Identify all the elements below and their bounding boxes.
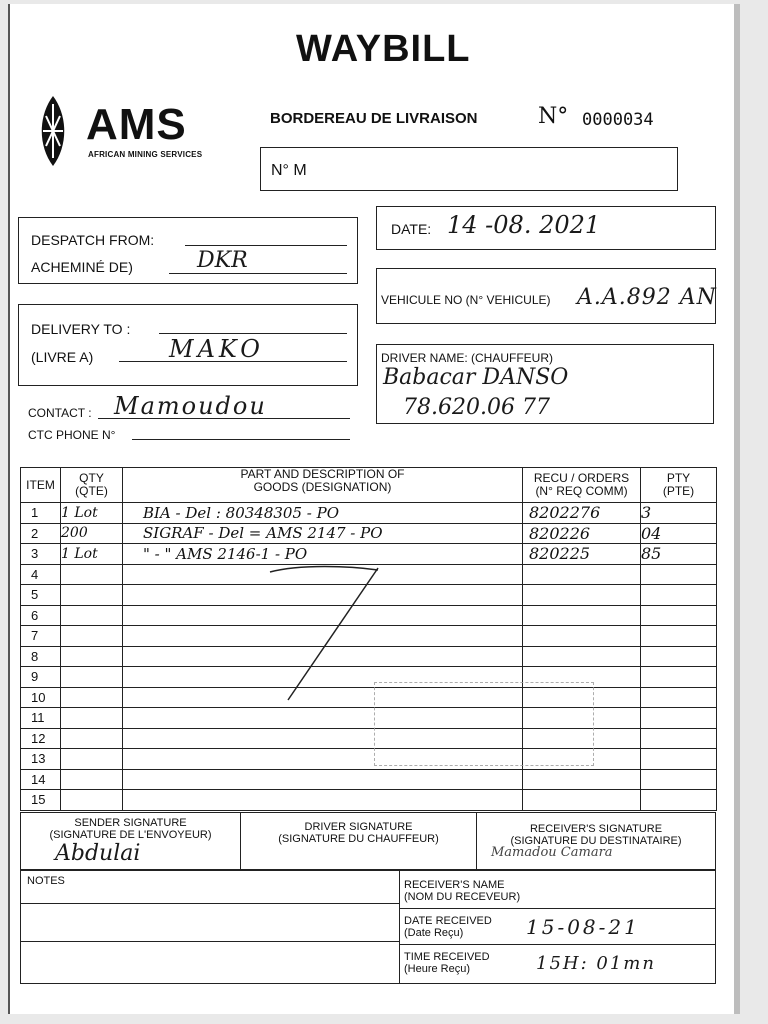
contact-label: CONTACT : (28, 406, 92, 420)
recu-cell-text (523, 770, 529, 789)
qty-cell (61, 687, 123, 708)
ctc-phone-label: CTC PHONE N° (28, 428, 116, 442)
item-cell: 11 (21, 708, 61, 729)
pty-cell (641, 708, 717, 729)
pty-cell (641, 790, 717, 811)
recu-cell-text (523, 790, 529, 809)
pty-cell (641, 667, 717, 688)
qty-cell (61, 728, 123, 749)
pty-cell (641, 564, 717, 585)
date-received-label: DATE RECEIVED (404, 915, 492, 927)
pty-cell (641, 585, 717, 606)
driver-name-value: Babacar DANSO (383, 365, 569, 390)
qty-cell (61, 626, 123, 647)
description-cell-text (123, 709, 143, 727)
qty-cell-text: 1 Lot (61, 504, 98, 521)
description-cell-text (123, 586, 143, 604)
bordereau-label: BORDEREAU DE LIVRAISON (270, 110, 478, 127)
table-row (21, 523, 717, 544)
pty-cell (641, 626, 717, 647)
date-value: 14 -08. 2021 (447, 211, 601, 239)
qty-cell (61, 646, 123, 667)
item-cell: 8 (21, 646, 61, 667)
qty-cell-text: 1 Lot (61, 545, 98, 562)
time-received-value: 15H: 01mn (536, 953, 656, 974)
recu-cell (523, 523, 641, 544)
pty-cell (641, 728, 717, 749)
table-row (21, 749, 717, 770)
qty-cell (61, 503, 123, 524)
nm-box (260, 147, 678, 191)
table-row (21, 790, 717, 811)
description-cell-text (123, 750, 143, 768)
table-row (21, 728, 717, 749)
notes-label: NOTES (27, 875, 65, 887)
item-cell: 5 (21, 585, 61, 606)
qty-cell (61, 769, 123, 790)
description-cell (123, 544, 523, 565)
receiver-name-label-fr: (NOM DU RECEVEUR) (404, 891, 521, 903)
item-cell: 6 (21, 605, 61, 626)
item-cell: 12 (21, 728, 61, 749)
recu-cell (523, 790, 641, 811)
pty-cell-text: 3 (641, 503, 652, 523)
livre-a-label: (LIVRE A) (31, 349, 94, 365)
signature-row (20, 812, 716, 870)
qty-cell-text: 200 (61, 525, 88, 542)
description-cell-text: BIA - Del : 80348305 - PO (143, 503, 340, 522)
time-received-label: TIME RECEIVED (404, 951, 490, 963)
contact-value: Mamoudou (114, 392, 267, 420)
description-cell-text (123, 647, 143, 665)
col-recu: RECU / ORDERS (N° REQ COMM) (523, 468, 641, 503)
recu-cell (523, 544, 641, 565)
sender-signature: Abdulai (55, 841, 141, 866)
pty-cell (641, 749, 717, 770)
pty-cell (641, 687, 717, 708)
description-cell-text (123, 606, 143, 624)
pty-cell (641, 523, 717, 544)
description-cell (123, 790, 523, 811)
table-row (21, 769, 717, 790)
logo-subtitle: AFRICAN MINING SERVICES (88, 150, 203, 159)
qty-cell (61, 523, 123, 544)
achemine-de-label: ACHEMINÉ DE) (31, 259, 133, 275)
description-cell-text (123, 565, 143, 583)
qty-cell (61, 790, 123, 811)
table-row (21, 708, 717, 729)
description-cell-text: " - " AMS 2146-1 - PO (143, 544, 308, 563)
recu-cell-text: 8202276 (529, 503, 601, 523)
recu-cell (523, 605, 641, 626)
waybill-page (8, 4, 734, 1014)
driver-phone-value: 78.620.06 77 (403, 395, 550, 420)
description-cell-text: SIGRAF - Del = AMS 2147 - PO (143, 524, 383, 543)
driver-signature-label: DRIVER SIGNATURE (304, 821, 413, 833)
recu-cell (523, 646, 641, 667)
despatch-from-value: DKR (197, 248, 248, 273)
description-cell (123, 523, 523, 544)
waybill-number: 0000034 (582, 110, 654, 130)
description-cell-text (123, 627, 143, 645)
item-cell: 14 (21, 769, 61, 790)
recu-cell (523, 503, 641, 524)
page-title: WAYBILL (296, 28, 471, 70)
date-received-label-fr: (Date Reçu) (404, 927, 464, 939)
vehicle-label: VEHICULE NO (N° VEHICULE) (381, 293, 551, 307)
receiver-name-label: RECEIVER'S NAME (404, 879, 505, 891)
receiver-signature-label-fr: (SIGNATURE DU DESTINATAIRE) (510, 835, 682, 847)
item-cell: 1 (21, 503, 61, 524)
pty-cell (641, 503, 717, 524)
item-cell: 9 (21, 667, 61, 688)
description-cell-text (123, 791, 143, 809)
logo-name: AMS (86, 100, 187, 149)
qty-cell (61, 564, 123, 585)
pty-cell-text: 04 (641, 523, 662, 543)
item-cell: 4 (21, 564, 61, 585)
date-received-value: 15-08-21 (526, 915, 640, 939)
driver-signature-cell (241, 813, 477, 871)
recu-cell (523, 626, 641, 647)
despatch-box (18, 217, 358, 284)
time-received-label-fr: (Heure Reçu) (404, 963, 471, 975)
date-received-cell (399, 909, 715, 945)
pty-cell (641, 769, 717, 790)
qty-cell (61, 667, 123, 688)
item-cell: 15 (21, 790, 61, 811)
receiver-signature: Mamadou Camara (491, 845, 613, 860)
qty-cell (61, 544, 123, 565)
table-header-row (21, 468, 717, 503)
col-item: ITEM (21, 468, 61, 503)
despatch-from-label: DESPATCH FROM: (31, 232, 155, 248)
sender-signature-label-fr: (SIGNATURE DE L'ENVOYEUR) (49, 829, 212, 841)
recu-cell (523, 585, 641, 606)
receiver-signature-label: RECEIVER'S SIGNATURE (529, 823, 663, 835)
vehicle-box (376, 268, 716, 324)
pty-cell-text: 85 (641, 544, 662, 564)
nm-label: N° M (271, 162, 307, 179)
recu-cell-text (523, 565, 529, 584)
table-row (21, 544, 717, 565)
time-received-cell (399, 945, 715, 983)
item-cell: 10 (21, 687, 61, 708)
col-qty: QTY (QTE) (61, 468, 123, 503)
driver-label: DRIVER NAME: (CHAUFFEUR) (381, 351, 554, 365)
recu-cell-text (523, 606, 529, 625)
qty-cell (61, 605, 123, 626)
qty-cell (61, 585, 123, 606)
date-box (376, 206, 716, 250)
driver-box (376, 344, 714, 424)
description-cell-text (123, 688, 143, 706)
recu-cell (523, 769, 641, 790)
item-cell: 13 (21, 749, 61, 770)
recu-cell-text (523, 647, 529, 666)
qty-cell (61, 708, 123, 729)
description-cell-text (123, 770, 143, 788)
pty-cell (641, 646, 717, 667)
pty-cell (641, 544, 717, 565)
date-label: DATE: (391, 221, 432, 237)
recu-cell (523, 564, 641, 585)
description-cell-text (123, 729, 143, 747)
pty-cell (641, 605, 717, 626)
item-cell: 2 (21, 523, 61, 544)
description-cell-text (123, 668, 143, 686)
item-cell: 3 (21, 544, 61, 565)
recu-cell-text: 820225 (529, 544, 591, 564)
driver-signature-label-fr: (SIGNATURE DU CHAUFFEUR) (278, 833, 439, 845)
recu-cell-text (523, 585, 529, 604)
description-cell (123, 503, 523, 524)
notes-section (20, 870, 716, 984)
col-part: PART AND DESCRIPTION OF GOODS (DESIGNATION) (123, 468, 523, 503)
description-cell (123, 769, 523, 790)
delivery-box (18, 304, 358, 386)
number-symbol: N° (538, 104, 569, 129)
sender-signature-label: SENDER SIGNATURE (74, 817, 187, 829)
recu-cell-text: 820226 (529, 523, 591, 543)
qty-cell (61, 749, 123, 770)
vehicle-value: A.A.892 AN (577, 285, 717, 310)
company-stamp (374, 682, 594, 766)
delivery-to-value: MAKO (169, 335, 264, 363)
delivery-to-label: DELIVERY TO : (31, 321, 131, 337)
receiver-signature-cell (477, 813, 715, 871)
receiver-name-cell (399, 871, 715, 909)
table-row (21, 503, 717, 524)
ams-logo-icon (34, 94, 72, 168)
item-cell: 7 (21, 626, 61, 647)
recu-cell-text (523, 626, 529, 645)
col-pty: PTY (PTE) (641, 468, 717, 503)
